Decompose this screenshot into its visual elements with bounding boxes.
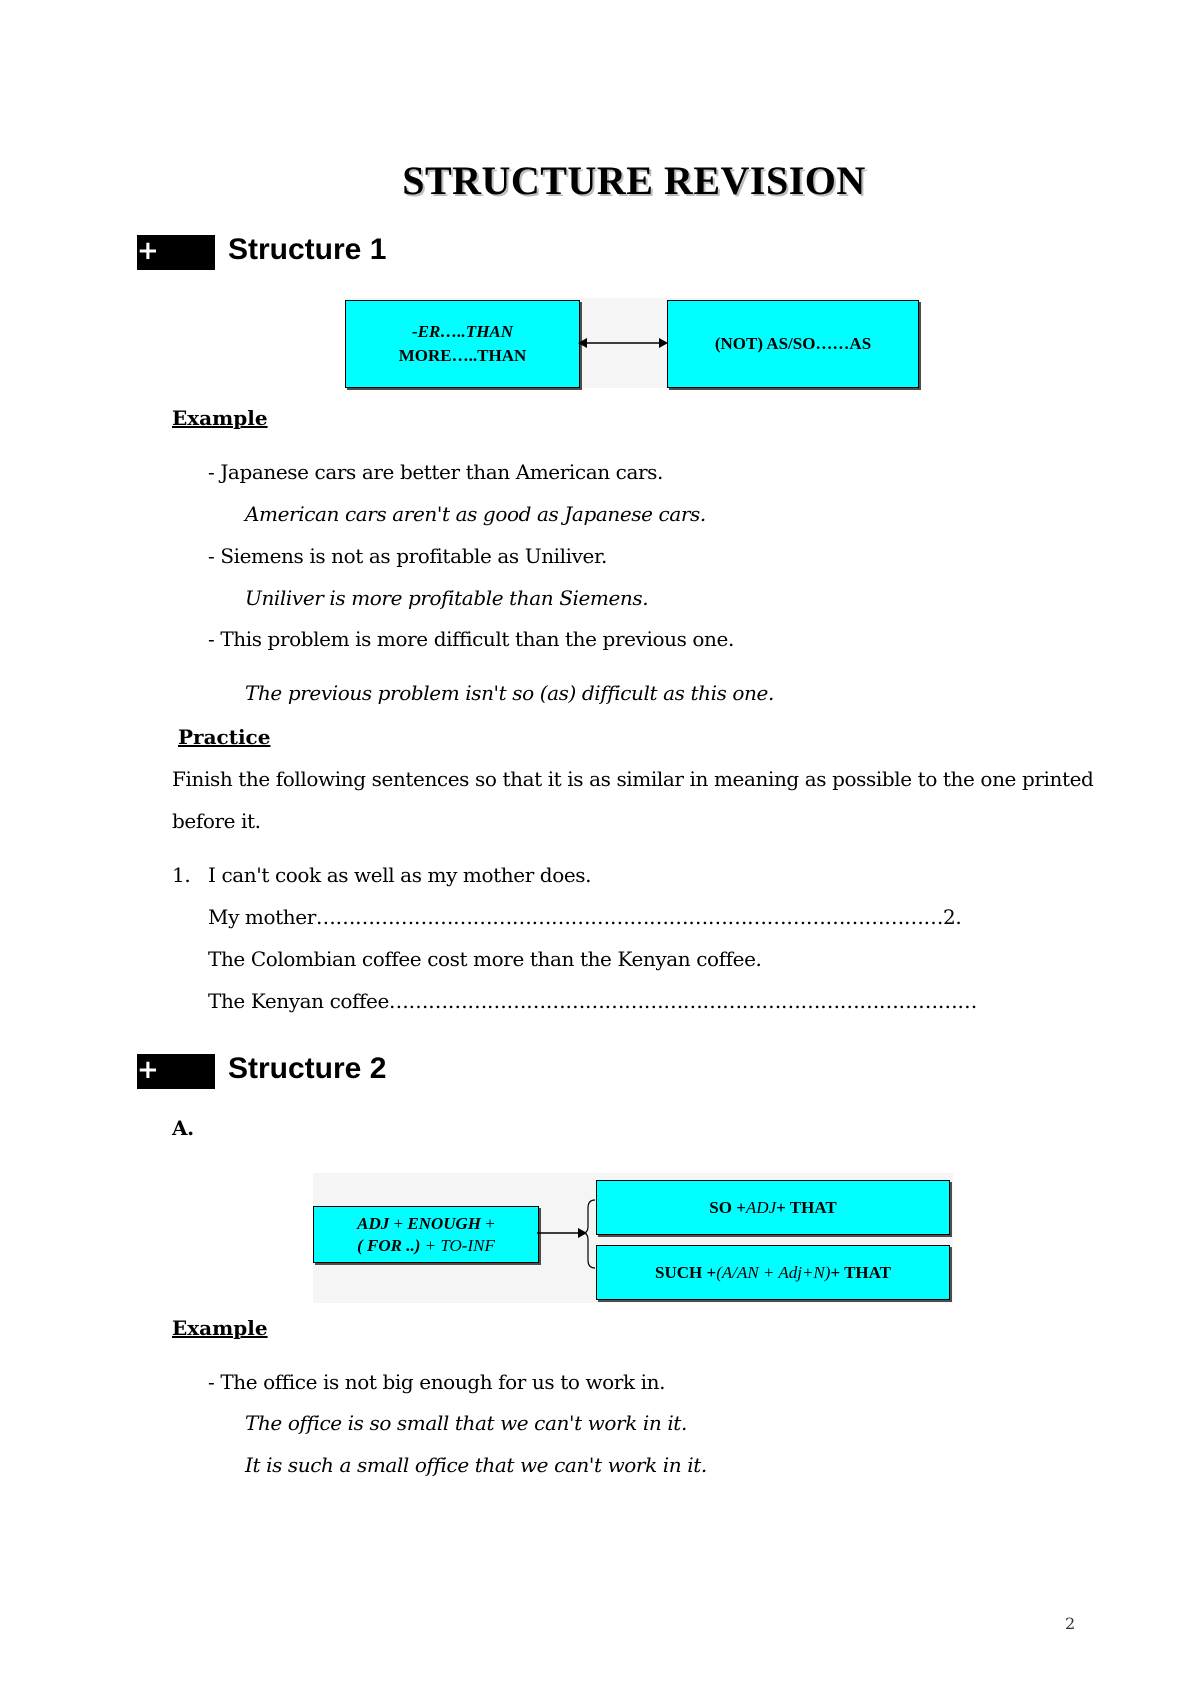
box-enough-line1: ADJ + ENOUGH +: [357, 1213, 495, 1233]
box-such-that: SUCH + (A/AN + Adj+N) + THAT: [596, 1245, 950, 1300]
box-comparative-line1: -ER…..THAN: [411, 322, 514, 341]
example-sentence: - Siemens is not as profitable as Uniliver.: [208, 544, 607, 568]
example-rewrite: The office is so small that we can't work in it.: [245, 1411, 687, 1435]
double-arrow-icon: [578, 333, 668, 353]
page-title: STRUCTURE REVISION: [402, 158, 866, 203]
box-enough: [313, 1206, 539, 1263]
practice-item-number: 1.: [172, 863, 191, 887]
page-number: 2: [1065, 1614, 1076, 1633]
box-enough-line2: ( FOR ..) + TO-INF: [357, 1235, 495, 1255]
example-rewrite: American cars aren't as good as Japanese cars.: [245, 502, 706, 526]
practice-answer-line: My mother……………………………………………………………………………………2.: [208, 905, 962, 929]
branch-arrow-icon: [537, 1196, 597, 1276]
example-rewrite: Uniliver is more profitable than Siemens.: [245, 586, 649, 610]
example-rewrite: It is such a small office that we can't work in it.: [245, 1453, 707, 1477]
example-sentence: - This problem is more difficult than the previous one.: [208, 627, 734, 651]
practice-instruction: Finish the following sentences so that it is as similar in meaning as possible to the one printed: [172, 767, 1094, 791]
practice-label: Practice: [178, 725, 271, 749]
sub-label: A.: [172, 1116, 194, 1140]
box-comparative: [345, 300, 580, 388]
plus-icon: +: [137, 1055, 159, 1085]
section-heading-structure-2: Structure 2: [228, 1052, 387, 1085]
practice-sentence: The Colombian coffee cost more than the Kenyan coffee.: [208, 947, 762, 971]
example-label: Example: [172, 1316, 268, 1340]
example-rewrite: The previous problem isn't so (as) difficult as this one.: [245, 681, 774, 705]
box-comparative-line2: MORE…..THAN: [398, 346, 527, 365]
section-heading-structure-1: Structure 1: [228, 233, 387, 266]
example-label: Example: [172, 406, 268, 430]
section-marker: [137, 1054, 215, 1089]
practice-sentence: I can't cook as well as my mother does.: [208, 863, 592, 887]
box-equality: (NOT) AS/SO……AS: [667, 300, 919, 388]
example-sentence: - Japanese cars are better than American cars.: [208, 460, 663, 484]
box-so-that: SO + ADJ + THAT: [596, 1180, 950, 1235]
practice-instruction: before it.: [172, 809, 261, 833]
practice-answer-line: The Kenyan coffee………………………………………………………………………………: [208, 989, 977, 1013]
plus-icon: +: [137, 236, 159, 266]
section-marker: [137, 235, 215, 270]
example-sentence: - The office is not big enough for us to work in.: [208, 1370, 666, 1394]
